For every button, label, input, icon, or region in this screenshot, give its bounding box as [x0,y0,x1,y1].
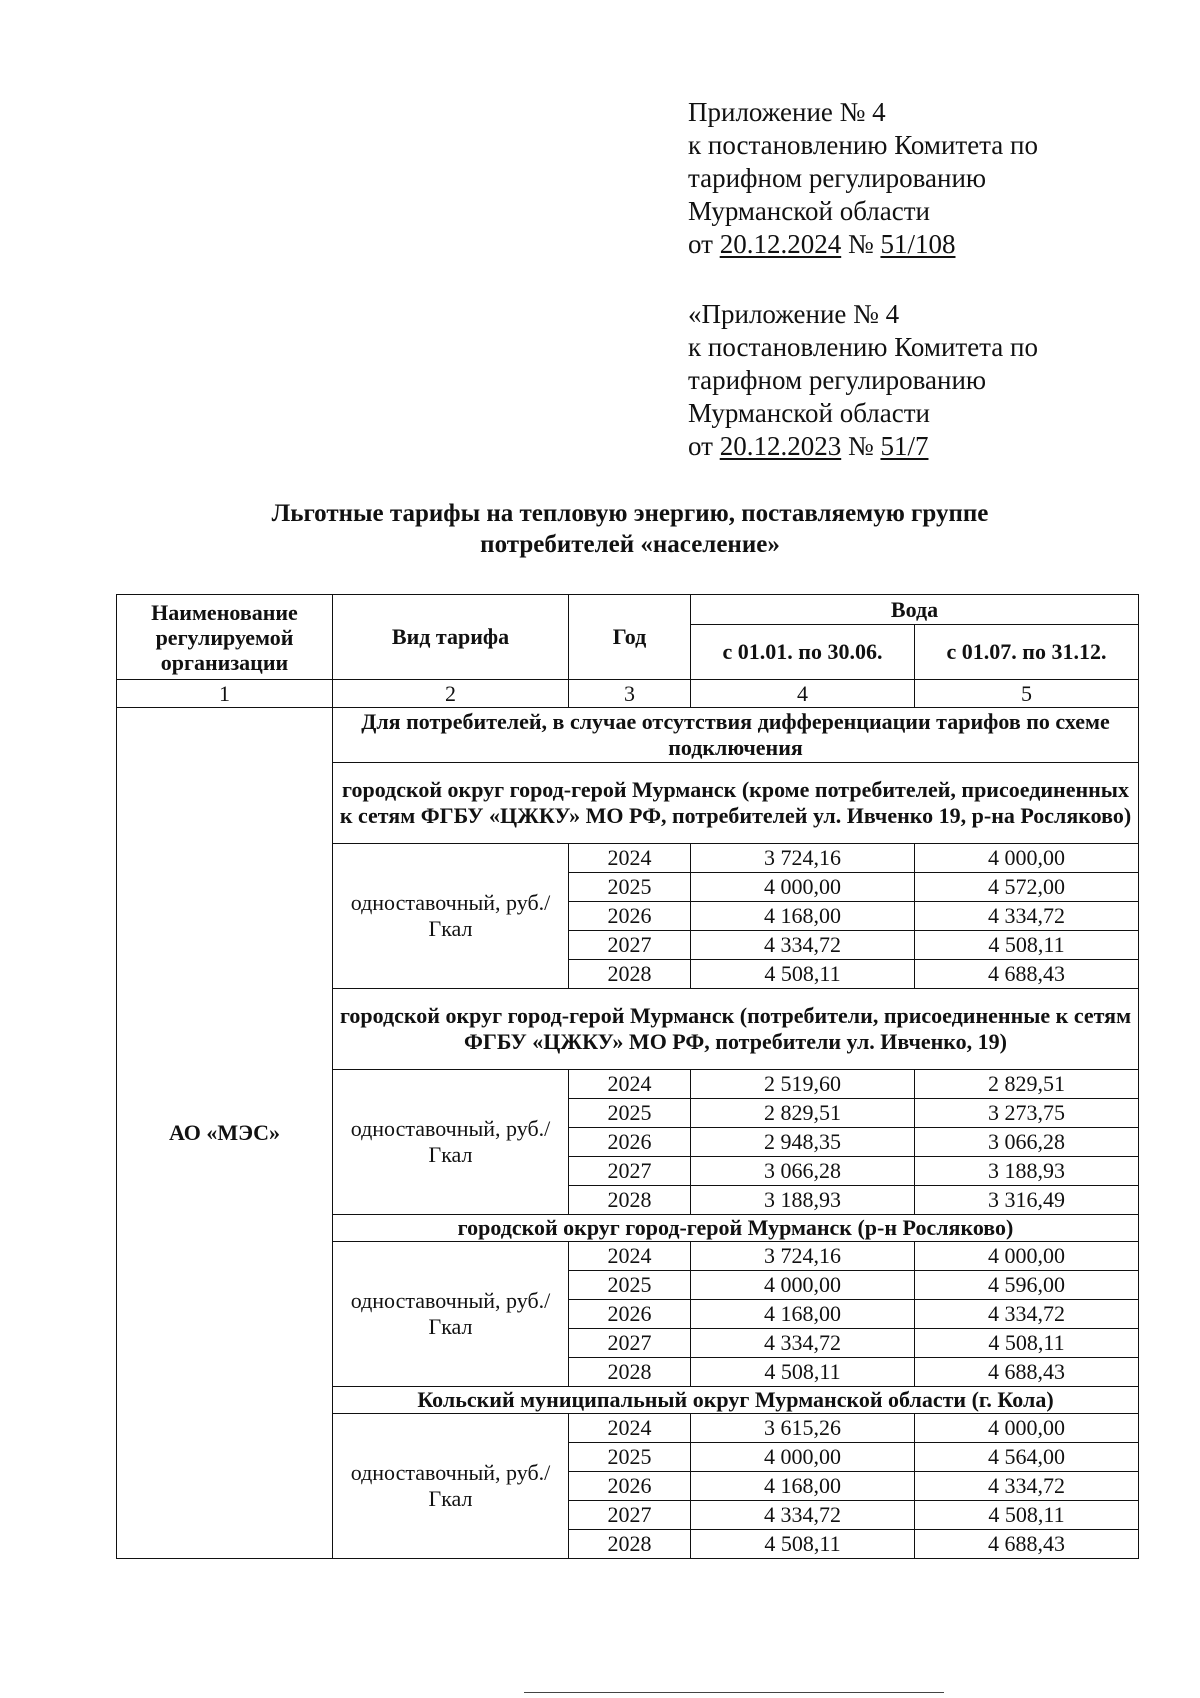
value-period-2: 4 688,43 [915,960,1139,989]
value-period-2: 4 596,00 [915,1271,1139,1300]
year-cell: 2028 [569,1530,691,1559]
date-prefix: от [688,229,720,259]
value-period-1: 4 168,00 [691,1300,915,1329]
section-title: городской округ город-герой Мурманск (потребители, присоединенные к сетям ФГБУ «ЦЖКУ» МО РФ, потребители ул. Ивченко, 19) [333,989,1139,1070]
value-period-1: 4 168,00 [691,902,915,931]
value-period-2: 4 000,00 [915,844,1139,873]
value-period-1: 4 000,00 [691,873,915,902]
value-period-2: 4 564,00 [915,1443,1139,1472]
value-period-2: 4 508,11 [915,931,1139,960]
title-line: потребителей «население» [480,531,780,558]
approval-block-current [688,96,1038,261]
header-tariff-type: Вид тарифа [333,595,569,680]
document-title [180,498,1080,560]
value-period-2: 3 188,93 [915,1157,1139,1186]
section-title: Кольский муниципальный округ Мурманской области (г. Кола) [333,1387,1139,1414]
column-number: 1 [117,680,333,708]
value-period-2: 3 273,75 [915,1099,1139,1128]
value-period-1: 3 066,28 [691,1157,915,1186]
approval-line: тарифном регулированию [688,365,987,395]
value-period-1: 2 519,60 [691,1070,915,1099]
year-cell: 2026 [569,902,691,931]
value-period-2: 4 508,11 [915,1501,1139,1530]
tariff-type: одноставочный, руб./Гкал [333,1070,569,1215]
section-title: городской округ город-герой Мурманск (кроме потребителей, присоединенных к сетям ФГБУ «ЦЖКУ» МО РФ, потребителей ул. Ивченко 19, р-на Росляково) [333,763,1139,844]
approval-line: Мурманской области [688,398,930,428]
organization-name: АО «МЭС» [117,708,333,1559]
tariff-table [116,594,1139,1559]
year-cell: 2026 [569,1472,691,1501]
footer-rule [524,1692,944,1693]
year-cell: 2027 [569,1329,691,1358]
column-number: 5 [915,680,1139,708]
column-number-row [117,680,1139,708]
header-year: Год [569,595,691,680]
year-cell: 2025 [569,873,691,902]
approval-line: Приложение № 4 [688,97,886,127]
year-cell: 2024 [569,1414,691,1443]
approval-line: тарифном регулированию [688,163,987,193]
tariff-type: одноставочный, руб./Гкал [333,1242,569,1387]
column-number: 3 [569,680,691,708]
year-cell: 2026 [569,1128,691,1157]
year-cell: 2027 [569,1157,691,1186]
header-period-2: с 01.07. по 31.12. [915,625,1139,680]
value-period-1: 4 334,72 [691,1329,915,1358]
approval-line: «Приложение № 4 [688,299,900,329]
value-period-2: 2 829,51 [915,1070,1139,1099]
value-period-1: 4 168,00 [691,1472,915,1501]
number-prefix: № [841,229,881,259]
value-period-1: 4 508,11 [691,1530,915,1559]
value-period-1: 4 508,11 [691,960,915,989]
year-cell: 2028 [569,1358,691,1387]
column-number: 4 [691,680,915,708]
year-cell: 2025 [569,1099,691,1128]
year-cell: 2028 [569,960,691,989]
year-cell: 2024 [569,1242,691,1271]
approval-line: к постановлению Комитета по [688,332,1038,362]
approval-number: 51/108 [880,229,956,259]
value-period-2: 4 334,72 [915,1300,1139,1329]
approval-date: 20.12.2023 [719,431,842,461]
section-title: городской округ город-герой Мурманск (р-н Росляково) [333,1215,1139,1242]
value-period-2: 4 334,72 [915,1472,1139,1501]
approval-block-previous [688,298,1038,463]
value-period-1: 2 829,51 [691,1099,915,1128]
approval-line: Мурманской области [688,196,930,226]
approval-line: к постановлению Комитета по [688,130,1038,160]
value-period-1: 4 000,00 [691,1443,915,1472]
approval-date: 20.12.2024 [719,229,842,259]
year-cell: 2025 [569,1443,691,1472]
value-period-1: 2 948,35 [691,1128,915,1157]
tariff-type: одноставочный, руб./Гкал [333,844,569,989]
value-period-1: 3 188,93 [691,1186,915,1215]
value-period-2: 4 334,72 [915,902,1139,931]
year-cell: 2028 [569,1186,691,1215]
approval-date-line [688,228,1038,261]
general-note: Для потребителей, в случае отсутствия дифференциации тарифов по схеме подключения [333,708,1139,763]
value-period-1: 3 615,26 [691,1414,915,1443]
approval-number: 51/7 [880,431,929,461]
year-cell: 2026 [569,1300,691,1329]
number-prefix: № [841,431,881,461]
year-cell: 2024 [569,1070,691,1099]
year-cell: 2025 [569,1271,691,1300]
date-prefix: от [688,431,720,461]
value-period-1: 4 334,72 [691,931,915,960]
value-period-1: 4 000,00 [691,1271,915,1300]
year-cell: 2024 [569,844,691,873]
value-period-1: 3 724,16 [691,1242,915,1271]
value-period-2: 4 508,11 [915,1329,1139,1358]
tariff-type: одноставочный, руб./Гкал [333,1414,569,1559]
header-org: Наименование регулируемой организации [117,595,333,680]
header-row [117,595,1139,625]
value-period-2: 4 000,00 [915,1242,1139,1271]
year-cell: 2027 [569,931,691,960]
value-period-2: 4 572,00 [915,873,1139,902]
value-period-2: 4 688,43 [915,1358,1139,1387]
section-row [117,708,1139,763]
approval-date-line [688,430,1038,463]
value-period-1: 3 724,16 [691,844,915,873]
title-line: Льготные тарифы на тепловую энергию, поставляемую группе [271,500,989,527]
value-period-1: 4 508,11 [691,1358,915,1387]
year-cell: 2027 [569,1501,691,1530]
value-period-2: 4 688,43 [915,1530,1139,1559]
value-period-2: 3 316,49 [915,1186,1139,1215]
value-period-2: 3 066,28 [915,1128,1139,1157]
value-period-1: 4 334,72 [691,1501,915,1530]
header-period-1: с 01.01. по 30.06. [691,625,915,680]
header-water: Вода [691,595,1139,625]
column-number: 2 [333,680,569,708]
value-period-2: 4 000,00 [915,1414,1139,1443]
